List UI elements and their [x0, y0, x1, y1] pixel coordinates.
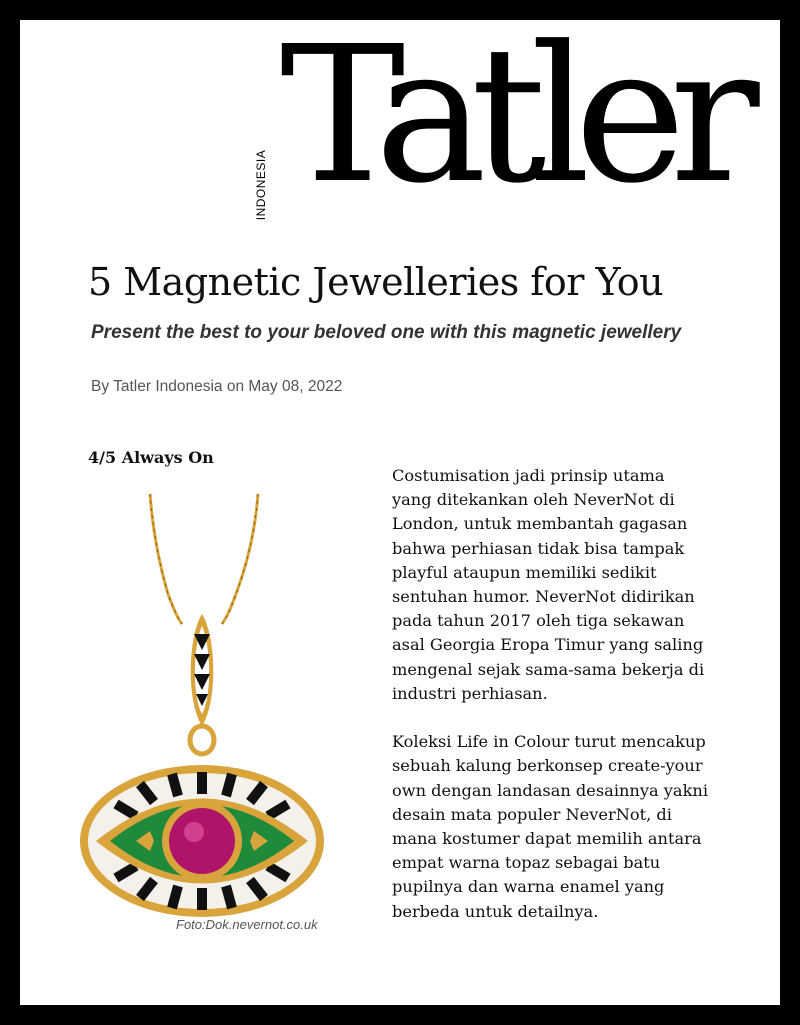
- body-line: Costumisation jadi prinsip utama: [392, 466, 665, 485]
- body-line: pupilnya dan warna enamel yang: [392, 877, 665, 897]
- article-byline: By Tatler Indonesia on May 08, 2022: [91, 378, 343, 395]
- body-line: asal Georgia Eropa Timur yang saling: [392, 635, 704, 655]
- body-line: mana kostumer dapat memilih antara: [392, 829, 702, 849]
- pendant-bail: [190, 614, 214, 754]
- body-line: bahwa perhiasan tidak bisa tampak: [392, 538, 685, 558]
- eye-pendant: [80, 765, 324, 917]
- body-line: sebuah kalung berkonsep create-your: [392, 756, 703, 776]
- tatler-logo[interactable]: [246, 6, 744, 228]
- body-line: pada tahun 2017 oleh tiga sekawan: [392, 611, 685, 631]
- body-line: Koleksi Life in Colour turut mencakup: [392, 732, 706, 752]
- article-page: [20, 6, 780, 1005]
- slide-heading: [88, 448, 214, 467]
- article-body: [392, 464, 752, 948]
- body-line: London, untuk membantah gagasan: [392, 514, 688, 534]
- body-line: sentuhan humor. NeverNot didirikan: [392, 587, 695, 607]
- body-line: empat warna topaz sebagai batu: [392, 853, 661, 873]
- body-line: industri perhiasan.: [392, 683, 548, 703]
- image-caption: Foto:Dok.nevernot.co.uk: [176, 917, 318, 932]
- body-line: berbeda untuk detailnya.: [392, 901, 599, 921]
- body-line: desain mata populer NeverNot, di: [392, 804, 672, 824]
- chain: [150, 494, 258, 624]
- slide-counter: 4/5: [88, 448, 117, 467]
- evil-eye-pendant-image: [76, 486, 336, 926]
- body-line: yang ditekankan oleh NeverNot di: [392, 490, 675, 510]
- logo-country: INDONESIA: [254, 149, 268, 221]
- body-paragraph-2: [392, 730, 752, 924]
- article-title: 5 Magnetic Jewelleries for You: [88, 260, 664, 304]
- article-subtitle: Present the best to your beloved one with this magnetic jewellery: [91, 322, 682, 343]
- body-paragraph-1: [392, 464, 752, 706]
- body-line: own dengan landasan desainnya yakni: [392, 780, 708, 800]
- body-line: mengenal sejak sama-sama bekerja di: [392, 659, 705, 679]
- slide-title: Always On: [121, 448, 214, 467]
- body-line: playful ataupun memiliki sedikit: [392, 562, 657, 582]
- logo-wordmark: Tatler: [280, 6, 744, 225]
